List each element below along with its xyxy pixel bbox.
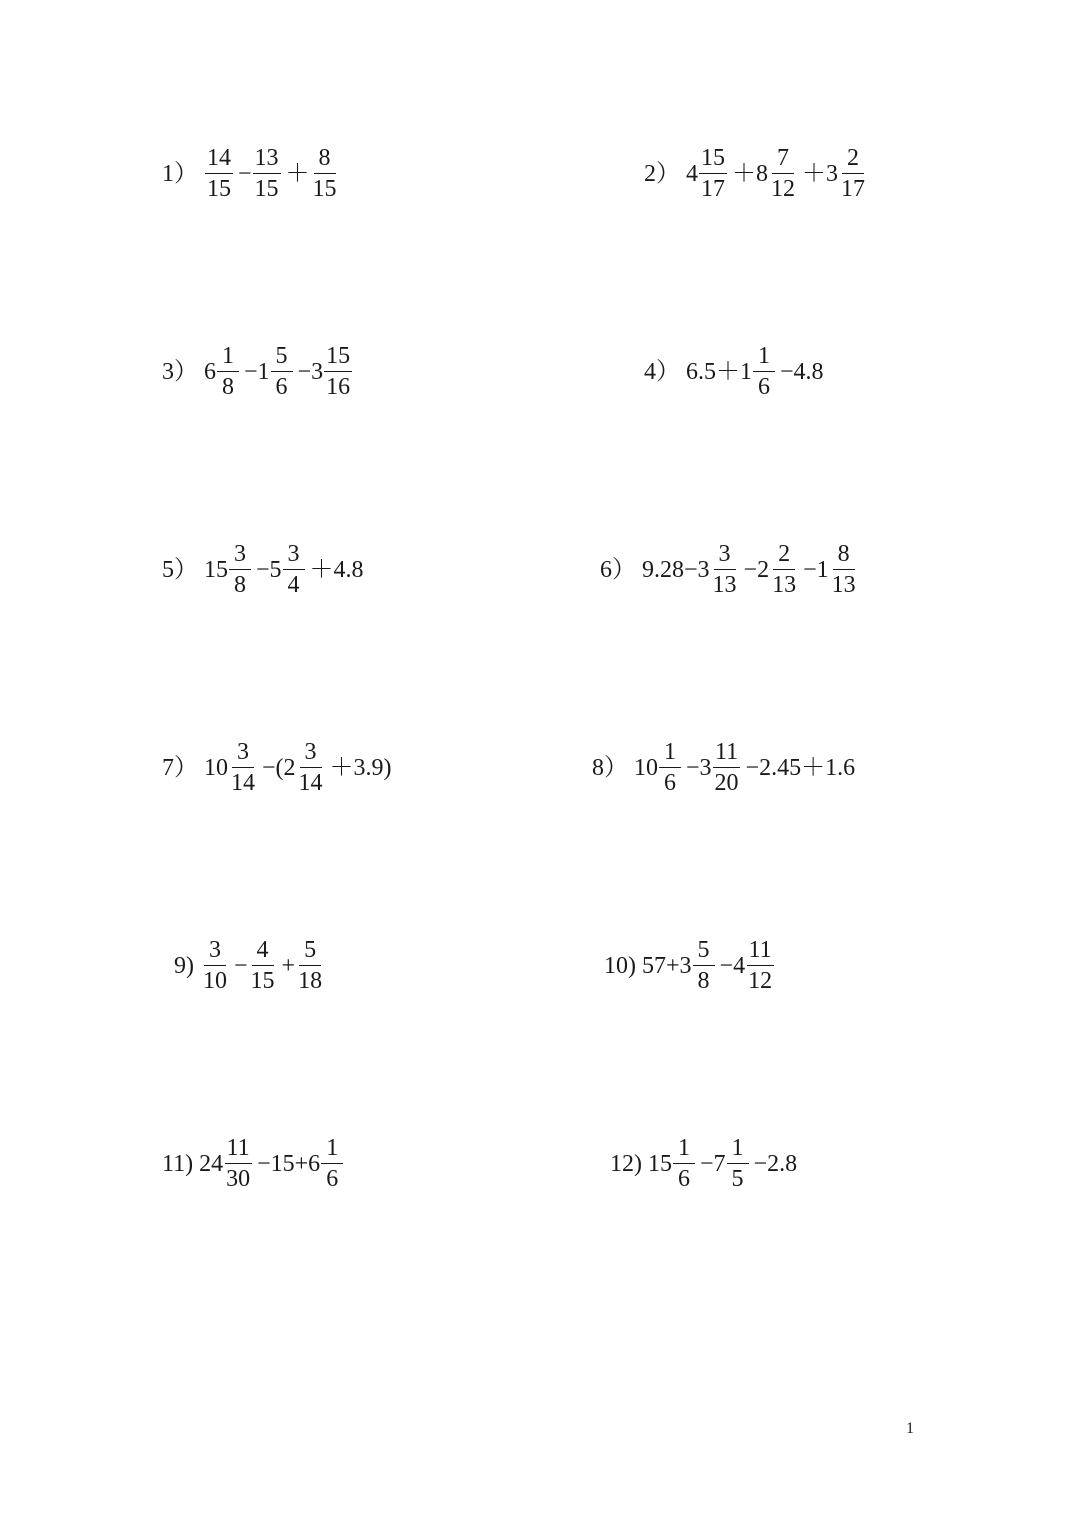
- expression-text: −15+6: [257, 1150, 321, 1177]
- fraction: [296, 938, 324, 993]
- denominator: 18: [298, 968, 323, 994]
- expression-text: 6: [204, 358, 216, 385]
- denominator: 6: [326, 1166, 339, 1192]
- fraction: [249, 938, 277, 993]
- expression-text: −1: [244, 358, 270, 385]
- numerator: 3: [204, 938, 226, 966]
- denominator: 16: [326, 374, 351, 400]
- numerator: 5: [299, 938, 321, 966]
- expression-text: 24: [199, 1150, 224, 1177]
- expression-text: +: [281, 952, 296, 979]
- expression-text: −: [238, 160, 252, 187]
- problem-4: [644, 344, 824, 399]
- fraction: [753, 344, 775, 399]
- denominator: 13: [831, 572, 856, 598]
- numerator: 1: [217, 344, 239, 372]
- denominator: 13: [712, 572, 737, 598]
- problem-6: [600, 542, 859, 597]
- expression-text: −4.8: [780, 358, 824, 385]
- problem-12: [610, 1136, 797, 1191]
- expression-text: −(2: [262, 754, 296, 781]
- numerator: 1: [727, 1136, 749, 1164]
- fraction: [727, 1136, 749, 1191]
- numerator: 5: [693, 938, 715, 966]
- denominator: 6: [275, 374, 288, 400]
- numerator: 11: [225, 1136, 252, 1164]
- denominator: 12: [771, 176, 795, 202]
- denominator: 15: [312, 176, 337, 202]
- denominator: 8: [234, 572, 246, 598]
- expression-text: −2.8: [753, 1150, 798, 1177]
- numerator: 8: [833, 542, 855, 570]
- denominator: 10: [203, 968, 227, 994]
- denominator: 8: [697, 968, 710, 994]
- fraction: [839, 146, 867, 201]
- expression-text: −2: [743, 556, 770, 583]
- problem-9: [174, 938, 325, 993]
- fraction: [711, 542, 739, 597]
- expression-text: ＋3: [802, 160, 838, 187]
- fraction: [659, 740, 681, 795]
- denominator: 6: [678, 1166, 690, 1192]
- numerator: 1: [659, 740, 681, 768]
- denominator: 14: [231, 770, 255, 796]
- numerator: 1: [673, 1136, 695, 1164]
- numerator: 3: [232, 740, 254, 768]
- fraction: [699, 146, 727, 201]
- problem-11: [162, 1136, 344, 1191]
- fraction: [321, 1136, 343, 1191]
- denominator: 6: [664, 770, 676, 796]
- denominator: 20: [714, 770, 739, 796]
- numerator: 15: [699, 146, 727, 174]
- expression-text: 6.5＋1: [686, 358, 752, 385]
- numerator: 1: [321, 1136, 343, 1164]
- expression-text: −: [234, 952, 248, 979]
- expression-text: ＋: [285, 160, 310, 187]
- expression-text: −2.45＋1.6: [745, 754, 856, 781]
- fraction: [217, 344, 239, 399]
- denominator: 15: [207, 176, 231, 202]
- numerator: 13: [253, 146, 281, 174]
- expression-text: 4: [686, 160, 698, 187]
- expression-text: 57+3: [642, 952, 692, 979]
- problem-number: 1）: [162, 160, 198, 187]
- fraction: [311, 146, 339, 201]
- numerator: 2: [842, 146, 864, 174]
- numerator: 11: [713, 740, 740, 768]
- fraction: [283, 542, 305, 597]
- numerator: 4: [252, 938, 274, 966]
- denominator: 17: [841, 176, 865, 202]
- expression-text: ＋3.9): [329, 754, 392, 781]
- fraction: [693, 938, 715, 993]
- problem-10: [604, 938, 775, 993]
- expression-text: 10: [634, 754, 658, 781]
- numerator: 3: [229, 542, 251, 570]
- expression-text: 15: [204, 556, 228, 583]
- expression-text: −3: [297, 358, 324, 385]
- numerator: 15: [324, 344, 352, 372]
- fraction: [713, 740, 741, 795]
- numerator: 1: [753, 344, 775, 372]
- problem-1: [162, 146, 340, 201]
- expression-text: ＋4.8: [309, 556, 364, 583]
- problem-number: 10): [604, 952, 636, 979]
- fraction: [229, 740, 257, 795]
- problem-number: 11): [162, 1150, 194, 1177]
- fraction: [673, 1136, 695, 1191]
- problem-number: 6）: [600, 556, 636, 583]
- fraction: [271, 344, 293, 399]
- denominator: 12: [748, 968, 773, 994]
- denominator: 14: [298, 770, 323, 796]
- expression-text: −1: [803, 556, 829, 583]
- denominator: 4: [287, 572, 300, 598]
- problem-number: 12): [610, 1150, 642, 1177]
- page-number: 1: [906, 1420, 914, 1437]
- problem-number: 4）: [644, 358, 680, 385]
- numerator: 8: [314, 146, 336, 174]
- problem-number: 3）: [162, 358, 198, 385]
- fraction: [253, 146, 281, 201]
- problem-number: 7）: [162, 754, 198, 781]
- expression-text: 10: [204, 754, 228, 781]
- problem-number: 9): [174, 952, 194, 979]
- numerator: 14: [205, 146, 233, 174]
- expression-text: −4: [719, 952, 746, 979]
- numerator: 3: [283, 542, 305, 570]
- numerator: 3: [300, 740, 322, 768]
- denominator: 5: [731, 1166, 744, 1192]
- problem-number: 8）: [592, 754, 628, 781]
- fraction: [201, 938, 229, 993]
- fraction: [769, 146, 797, 201]
- denominator: 30: [226, 1166, 251, 1192]
- problem-2: [644, 146, 868, 201]
- numerator: 5: [271, 344, 293, 372]
- denominator: 15: [250, 968, 275, 994]
- fraction: [205, 146, 233, 201]
- expression-text: −7: [700, 1150, 726, 1177]
- denominator: 17: [701, 176, 725, 202]
- fraction: [324, 344, 352, 399]
- numerator: 11: [747, 938, 774, 966]
- problem-7: [162, 740, 392, 795]
- expression-text: −3: [686, 754, 712, 781]
- fraction: [229, 542, 251, 597]
- problem-5: [162, 542, 364, 597]
- denominator: 15: [254, 176, 279, 202]
- expression-text: −5: [256, 556, 282, 583]
- problem-number: 2）: [644, 160, 680, 187]
- fraction: [770, 542, 798, 597]
- expression-text: ＋8: [732, 160, 768, 187]
- problem-8: [592, 740, 855, 795]
- expression-text: 9.28−3: [642, 556, 710, 583]
- problem-number: 5）: [162, 556, 198, 583]
- expression-text: 15: [648, 1150, 672, 1177]
- numerator: 2: [773, 542, 795, 570]
- denominator: 8: [222, 374, 234, 400]
- fraction: [746, 938, 774, 993]
- denominator: 13: [772, 572, 797, 598]
- numerator: 3: [714, 542, 736, 570]
- denominator: 6: [758, 374, 770, 400]
- problem-3: [162, 344, 353, 399]
- fraction: [830, 542, 858, 597]
- numerator: 7: [772, 146, 794, 174]
- fraction: [297, 740, 325, 795]
- fraction: [224, 1136, 252, 1191]
